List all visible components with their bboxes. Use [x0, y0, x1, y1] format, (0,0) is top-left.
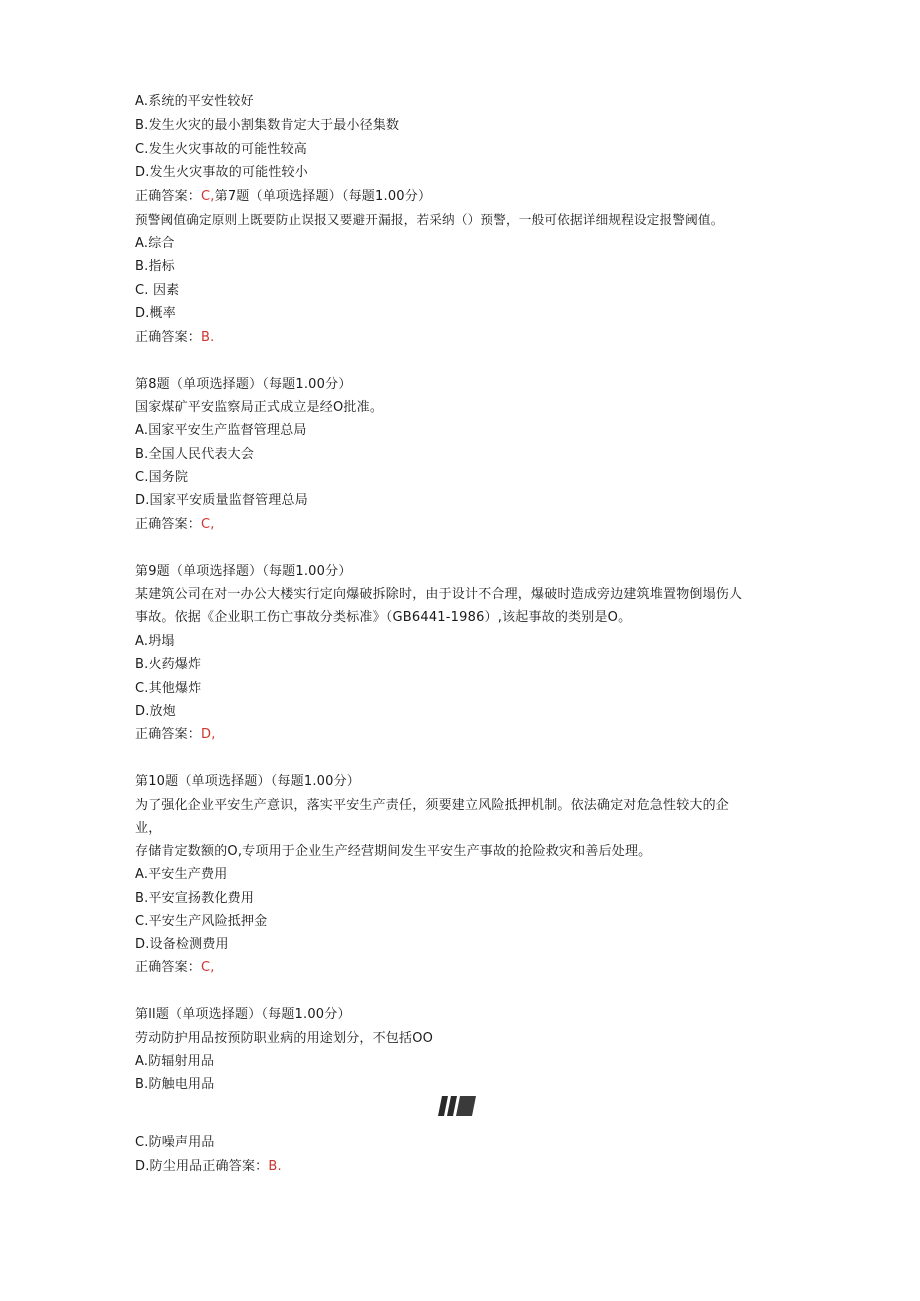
q7-option-a: A.综合	[135, 236, 175, 251]
q10-option-c: C.平安生产风险抵押金	[135, 914, 268, 929]
q10-header: 第10题（单项选择题）（每题1.00分）	[135, 774, 360, 789]
q7-option-b: B.指标	[135, 259, 175, 274]
q7-option-c: C. 因素	[135, 283, 180, 298]
q9-stem-line-2: 事故。依据《企业职工伤亡事故分类标准》（GB6441-1986）,该起事故的类别是O。	[135, 610, 632, 625]
answer-value: B.	[268, 1159, 282, 1174]
q11-option-c: C.防噪声用品	[135, 1135, 215, 1150]
q11-option-d: D.防尘用品	[135, 1159, 203, 1174]
q10-option-b: B.平安宣扬教化费用	[135, 891, 255, 906]
q10-stem-line-3: 存储肯定数额的O,专项用于企业生产经营期间发生平安生产事故的抢险救灾和善后处理。	[135, 844, 652, 859]
answer-value: D,	[201, 727, 216, 742]
answer-label: 正确答案：	[135, 517, 202, 532]
q6-answer-line	[135, 188, 431, 206]
q7-answer-line	[135, 329, 214, 347]
q10-stem-line-2: 业，	[135, 821, 162, 836]
answer-value: B.	[201, 330, 215, 345]
q11-option-a: A.防辐射用品	[135, 1054, 215, 1069]
q11-option-d-answer-line	[135, 1158, 282, 1176]
q11-stem: 劳动防护用品按预防职业病的用途划分，不包括OO	[135, 1031, 434, 1046]
q8-option-d: D.国家平安质量监督管理总局	[135, 493, 308, 508]
q6-option-c: C.发生火灾事故的可能性较高	[135, 142, 308, 157]
q8-stem: 国家煤矿平安监察局正式成立是经O批准。	[135, 400, 384, 415]
answer-label: 正确答案：	[135, 330, 202, 345]
q11-option-b: B.防触电用品	[135, 1077, 215, 1092]
q8-option-c: C.国务院	[135, 470, 189, 485]
q10-stem-line-1: 为了强化企业平安生产意识，落实平安生产责任，须要建立风险抵押机制。依法确定对危急性较大的企	[135, 798, 730, 813]
q11-header: 第ll题（单项选择题）（每题1.00分）	[135, 1007, 351, 1022]
q6-option-d: D.发生火灾事故的可能性较小	[135, 165, 308, 180]
q8-answer-line	[135, 516, 215, 534]
q10-option-a: A.平安生产费用	[135, 867, 228, 882]
q9-option-c: C.其他爆炸	[135, 681, 202, 696]
answer-label: 正确答案：	[135, 960, 202, 975]
answer-value: C,	[201, 960, 215, 975]
q9-option-a: A.坍塌	[135, 634, 175, 649]
answer-value: C,	[201, 517, 215, 532]
q9-option-b: B.火药爆炸	[135, 657, 202, 672]
q7-stem: 预警阈值确定原则上既要防止误报又要避开漏报，若采纳（）预警，一般可依据详细规程设定报警阈值。	[135, 212, 724, 227]
q10-option-d: D.设备检测费用	[135, 937, 229, 952]
q9-header: 第9题（单项选择题）（每题1.00分）	[135, 564, 352, 579]
answer-value: C,	[201, 189, 215, 204]
q8-option-b: B.全国人民代表大会	[135, 447, 255, 462]
answer-label: 正确答案：	[135, 727, 202, 742]
slash-marks-icon	[438, 1096, 476, 1116]
q8-option-a: A.国家平安生产监督管理总局	[135, 423, 307, 438]
q8-header: 第8题（单项选择题）（每题1.00分）	[135, 377, 352, 392]
q6-option-a: A.系统的平安性较好	[135, 94, 254, 109]
q10-answer-line	[135, 959, 215, 977]
q9-stem-line-1: 某建筑公司在对一办公大楼实行定向爆破拆除时，由于设计不合理，爆破时造成旁边建筑堆置物倒塌伤人	[135, 587, 743, 602]
answer-label: 正确答案：	[135, 189, 202, 204]
q9-answer-line	[135, 726, 216, 744]
q9-option-d: D.放炮	[135, 704, 176, 719]
q7-option-d: D.概率	[135, 306, 176, 321]
q6-option-b: B.发生火灾的最小割集数肯定大于最小径集数	[135, 118, 400, 133]
q7-header: 第7题（单项选择题）（每题1.00分）	[214, 189, 432, 204]
answer-label: 正确答案：	[202, 1159, 269, 1174]
